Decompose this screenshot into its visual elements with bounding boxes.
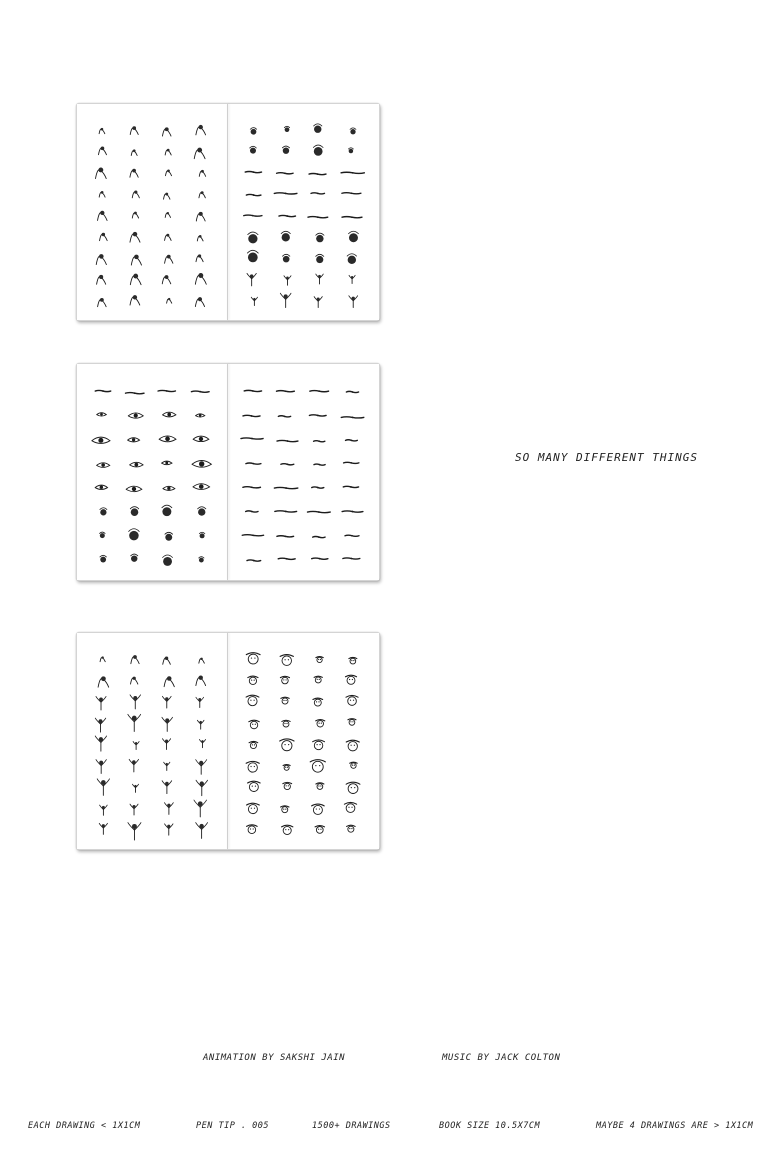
sketch-doodle (279, 215, 296, 217)
sketch-doodle (246, 653, 260, 664)
sketch-doodle (95, 718, 105, 732)
sketch-doodle (96, 760, 106, 774)
sketch-doodle (100, 805, 108, 815)
sketch-doodle (164, 803, 173, 815)
sketch-doodle (165, 212, 170, 217)
sketch-doodle (247, 560, 261, 562)
sketch-doodle (165, 532, 173, 540)
sketch-doodle (346, 439, 358, 441)
sketchbook-2 (76, 363, 380, 581)
sketch-doodle (343, 558, 360, 560)
sketch-doodle (199, 532, 205, 538)
sketch-doodle (310, 760, 325, 772)
sketch-doodle (130, 274, 141, 285)
sketch-doodle (280, 655, 293, 666)
music-credit: MUSIC BY JACK COLTON (442, 1053, 561, 1063)
sketch-doodle (98, 298, 107, 307)
sketch-doodle (277, 440, 298, 442)
sketch-doodle (247, 803, 260, 813)
sketch-doodle (308, 511, 331, 513)
animation-credit: ANIMATION BY SAKSHI JAIN (203, 1053, 346, 1063)
sketch-doodle (350, 762, 357, 768)
sketch-doodle (162, 275, 171, 284)
sketch-doodle (348, 719, 356, 726)
sketch-doodle (250, 146, 257, 153)
sketch-doodle (342, 192, 361, 194)
sketch-doodle (195, 414, 204, 417)
sketch-doodle (312, 558, 328, 560)
sketch-doodle (99, 128, 105, 134)
sketch-doodle (316, 254, 324, 263)
sketch-doodle (165, 234, 172, 241)
sketch-doodle (316, 720, 325, 727)
sketch-doodle (280, 739, 294, 751)
sketch-doodle (196, 823, 208, 839)
sketch-doodle (130, 295, 140, 305)
sketch-doodle (276, 390, 294, 392)
sketch-doodle (347, 825, 356, 832)
sketch-doodle (165, 255, 173, 264)
sketch-doodle (192, 460, 211, 467)
sketch-doodle (130, 695, 141, 709)
sketch-doodle (96, 254, 106, 264)
sketch-doodle (194, 148, 205, 159)
sketch-doodle (281, 231, 290, 241)
sketch-doodle (165, 149, 171, 155)
sketch-doodle (283, 782, 292, 789)
sketch-doodle (95, 168, 106, 179)
sketch-doodle (341, 172, 364, 174)
sketch-doodle (99, 823, 107, 834)
sketch-doodle (128, 413, 143, 418)
sketch-doodle (342, 511, 363, 513)
sketch-doodle (313, 536, 325, 538)
sketch-doodle (281, 697, 289, 704)
sketch-doodle (194, 800, 207, 817)
sketch-doodle (348, 148, 353, 154)
sketch-doodle (96, 696, 106, 709)
sketch-doodle (132, 784, 138, 792)
sketch-doodle (100, 656, 105, 661)
sketch-doodle (199, 557, 204, 563)
sketch-doodle (162, 461, 172, 465)
sketchbook-1 (76, 103, 380, 321)
sketch-doodle (247, 273, 256, 285)
sketch-doodle (314, 464, 325, 466)
sketch-doodle (129, 759, 138, 772)
sketch-doodle (316, 233, 324, 242)
sketch-doodle (199, 191, 205, 198)
spec-book-size: BOOK SIZE 10.5X7CM (439, 1121, 541, 1131)
sketch-doodle (316, 783, 324, 790)
sketch-doodle (284, 126, 289, 132)
sketch-doodle (281, 806, 289, 813)
sketch-doodle (133, 741, 139, 749)
sketch-doodle (131, 255, 141, 265)
sketch-doodle (345, 535, 359, 537)
sketch-doodle (98, 676, 109, 687)
sketch-doodle (346, 695, 358, 705)
sketch-doodle (278, 415, 290, 417)
sketch-doodle (196, 697, 204, 707)
sketch-doodle (197, 235, 203, 241)
sketch-doodle (128, 823, 141, 840)
sketch-doodle (282, 720, 290, 727)
sketch-doodle (245, 171, 261, 173)
sketch-doodle (341, 416, 364, 418)
sketch-doodle (316, 657, 323, 663)
sketch-doodle (277, 535, 294, 537)
sketch-doodle (275, 511, 297, 513)
sketch-doodle (250, 128, 256, 135)
sketch-doodle (282, 146, 289, 154)
sketch-doodle (314, 676, 322, 683)
sketch-doodle (100, 555, 106, 562)
sketch-doodle (346, 740, 359, 751)
sketch-doodle (196, 780, 208, 795)
sketch-doodle (282, 825, 293, 834)
sketch-doodle (346, 391, 358, 393)
sketch-doodle (308, 216, 328, 218)
sketch-doodle (280, 293, 291, 307)
sketch-doodle (312, 487, 324, 489)
sketch-doodle (198, 507, 206, 516)
sketch-doodle (280, 676, 289, 683)
sketch-doodle (197, 720, 204, 729)
sketch-doodle (313, 145, 323, 156)
sketch-doodle (349, 296, 358, 308)
sketch-doodle (132, 212, 138, 219)
sketch-doodle (314, 124, 322, 133)
sketch-doodle (98, 211, 108, 221)
sketch-doodle (196, 212, 205, 221)
sketch-doodle (97, 779, 109, 795)
sketch-doodle (164, 193, 170, 200)
sketch-doodle (92, 437, 110, 443)
sketch-doodle (196, 125, 206, 135)
sketch-doodle (248, 676, 258, 684)
sketch-doodle (243, 486, 261, 488)
sketch-doodle (244, 215, 262, 217)
sketch-doodle (163, 412, 176, 417)
sketch-doodle (312, 804, 325, 814)
sketch-doodle (132, 190, 139, 197)
sketch-doodle (315, 825, 324, 833)
sketch-doodle (251, 297, 257, 305)
sketch-doodle (195, 297, 204, 306)
sketch-doodle (128, 438, 140, 442)
sketch-doodle (349, 275, 355, 283)
sketch-doodle (131, 554, 138, 562)
sketch-doodle (163, 486, 175, 490)
sketch-doodle (159, 436, 176, 442)
sketch-doodle (97, 275, 106, 284)
sketch-doodle (167, 298, 172, 303)
sketch-doodle (193, 484, 210, 490)
sketch-doodle (246, 511, 258, 513)
sketch-doodle (196, 760, 207, 775)
sketch-doodle (247, 825, 258, 834)
sketch-doodle (195, 273, 206, 284)
sketch-doodle (248, 232, 258, 243)
sketch-doodle (130, 232, 140, 242)
sketch-doodle (97, 463, 110, 468)
sketch-doodle (309, 173, 326, 175)
sketch-doodle (100, 233, 108, 241)
sketch-doodle (284, 276, 291, 285)
sketch-doodle (130, 462, 143, 467)
sketch-doodle (158, 390, 175, 392)
sketch-doodle (126, 486, 142, 491)
spec-drawing-count: 1500+ DRAWINGS (312, 1121, 391, 1131)
sketch-doodle (246, 194, 261, 196)
sketch-doodle (244, 390, 261, 392)
sketch-doodle (165, 824, 173, 835)
sketch-doodle (166, 170, 172, 176)
spec-pen-tip: PEN TIP . 005 (196, 1121, 270, 1131)
sketch-doodle (283, 765, 290, 771)
sketch-doodle (246, 463, 261, 465)
sketch-doodle (191, 391, 209, 393)
sketch-doodle (162, 781, 172, 794)
sketch-doodle (246, 695, 259, 705)
sketch-doodle (274, 487, 297, 489)
sketch-doodle (343, 486, 358, 488)
sketch-doodle (199, 170, 205, 177)
sketch-doodle (248, 781, 261, 791)
sketch-doodle (100, 508, 107, 516)
sketch-doodle (274, 192, 297, 194)
sketch-doodle (344, 802, 356, 812)
sketch-doodle (349, 657, 357, 664)
sketch-doodle (163, 555, 173, 566)
sketch-doodle (162, 717, 173, 731)
sketch-doodle (311, 192, 324, 194)
sketch-doodle (162, 696, 171, 708)
sketch-doodle (164, 762, 170, 770)
sketch-drawings (77, 633, 379, 849)
sketch-doodle (277, 172, 293, 174)
sketch-doodle (342, 216, 362, 218)
sketch-doodle (196, 676, 206, 686)
sketch-doodle (164, 676, 174, 686)
sketch-doodle (131, 149, 137, 155)
sketch-doodle (350, 128, 356, 134)
sketch-doodle (313, 698, 323, 706)
sketch-doodle (130, 804, 138, 815)
sketch-doodle (130, 169, 138, 178)
sketch-doodle (345, 675, 356, 684)
sketch-doodle (97, 413, 107, 416)
sketch-doodle (249, 720, 259, 729)
sketch-doodle (125, 392, 144, 394)
sketch-doodle (193, 436, 209, 441)
sketch-doodle (162, 505, 172, 516)
sketch-doodle (309, 415, 326, 417)
spec-drawing-size: EACH DRAWING < 1X1CM (28, 1121, 141, 1131)
sketch-doodle (131, 677, 138, 685)
sketch-doodle (128, 714, 141, 731)
sketch-doodle (249, 741, 258, 748)
sketch-doodle (199, 658, 205, 664)
sketch-doodle (99, 191, 105, 197)
sketch-doodle (310, 390, 329, 392)
sketch-drawings (77, 364, 379, 580)
sketch-doodle (95, 736, 106, 751)
sketch-doodle (344, 462, 359, 464)
sketch-doodle (246, 761, 259, 772)
sketch-doodle (163, 657, 171, 665)
sketch-doodle (129, 529, 140, 541)
sketch-doodle (130, 507, 138, 516)
tagline: SO MANY DIFFERENT THINGS (515, 451, 698, 464)
sketch-doodle (314, 297, 322, 308)
sketch-doodle (314, 440, 325, 442)
sketch-drawings (77, 104, 379, 320)
sketch-doodle (100, 532, 106, 538)
sketch-doodle (131, 655, 139, 664)
sketch-doodle (95, 390, 111, 392)
sketch-doodle (347, 254, 356, 264)
sketch-doodle (313, 740, 325, 750)
sketch-doodle (247, 250, 258, 262)
sketch-doodle (243, 415, 260, 417)
sketch-doodle (278, 558, 295, 560)
sketch-doodle (98, 147, 106, 155)
sketch-doodle (316, 274, 323, 284)
sketch-doodle (348, 231, 358, 242)
sketch-doodle (162, 739, 170, 750)
sketch-doodle (199, 739, 205, 747)
sketch-doodle (346, 782, 360, 793)
sketch-doodle (242, 534, 263, 536)
sketch-doodle (282, 254, 289, 262)
sketch-doodle (241, 438, 263, 440)
sketch-doodle (162, 127, 171, 136)
spec-large-drawings: MAYBE 4 DRAWINGS ARE > 1X1CM (596, 1121, 754, 1131)
sketch-doodle (130, 126, 138, 134)
sketch-doodle (196, 254, 203, 261)
sketch-doodle (281, 463, 294, 465)
sketchbook-3 (76, 632, 380, 850)
sketch-doodle (95, 485, 107, 489)
